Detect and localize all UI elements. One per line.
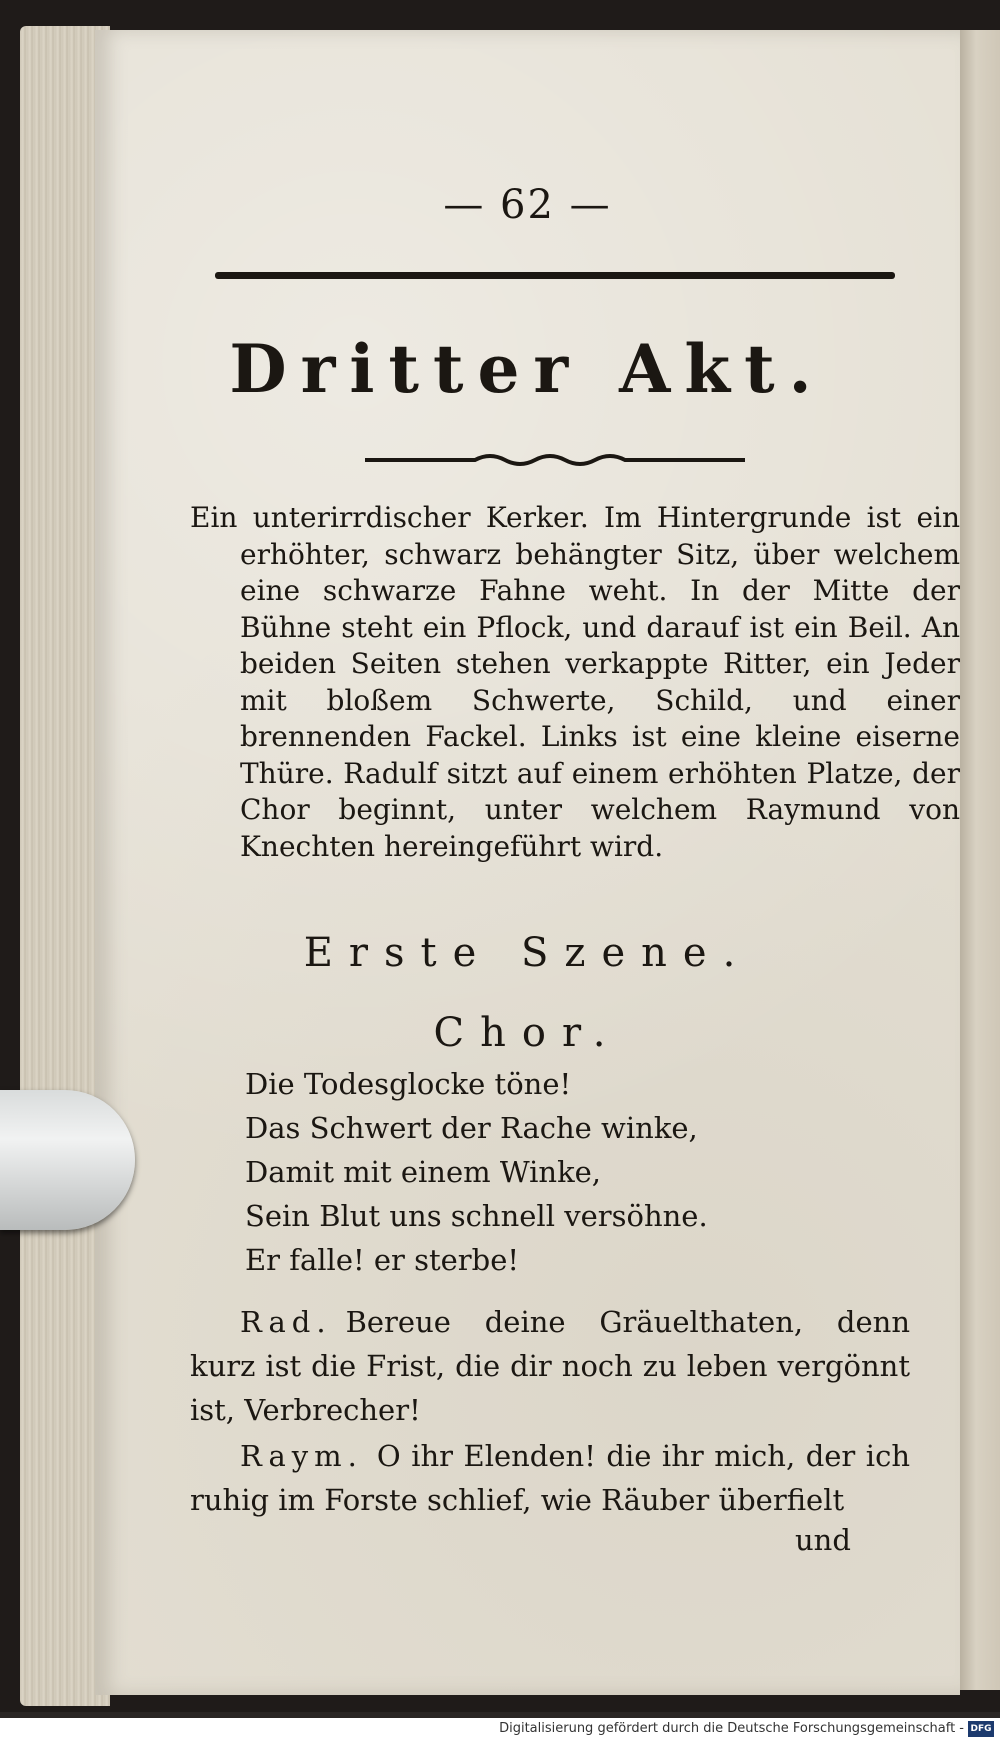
chorus-title: Chor.	[433, 1010, 622, 1056]
scene-title: Erste Szene.	[303, 930, 752, 976]
act-title: Dritter Akt.	[229, 330, 826, 408]
verse-line: Sein Blut uns schnell versöhne.	[245, 1199, 708, 1233]
chorus-verse	[245, 1062, 845, 1282]
book-page	[95, 30, 960, 1695]
speech-raymund	[190, 1434, 910, 1522]
page-clip	[0, 1090, 135, 1230]
verse-line: Das Schwert der Rache winke,	[245, 1111, 698, 1145]
page-number: — 62 —	[443, 182, 612, 228]
footer-credit: Digitalisierung gefördert durch die Deutsche Forschungsgemeinschaft -	[499, 1721, 964, 1736]
verse-line: Er falle! er sterbe!	[245, 1243, 520, 1277]
ornament-divider	[365, 448, 745, 468]
dfg-logo-icon: DFG	[968, 1721, 994, 1737]
speech-radulf	[190, 1300, 910, 1432]
page-content	[95, 30, 960, 1695]
speech-text: O ihr Elenden! die ihr mich, der ich ruhig im Forste schlief, wie Räuber überfielt	[190, 1439, 910, 1517]
catchword: und	[795, 1523, 851, 1557]
speaker-name: Raym.	[240, 1439, 363, 1473]
verse-line: Damit mit einem Winke,	[245, 1155, 602, 1189]
speaker-name: Rad.	[240, 1305, 332, 1339]
facing-page-edge	[960, 30, 1000, 1690]
verse-line: Die Todesglocke töne!	[245, 1067, 572, 1101]
speech-text: Bereue deine Gräuelthaten, denn kurz ist die Frist, die dir noch zu leben vergönnt ist, Verbrecher!	[190, 1305, 910, 1427]
header-rule	[215, 272, 895, 279]
stage-direction: Ein unterirrdischer Kerker. Im Hintergrunde ist ein erhöhter, schwarz behängter Sitz, über welchem eine schwarze Fahne weht. In der Mitte der Bühne steht ein Pflock, und darauf ist ein Beil. An beiden Seiten stehen verkappte Ritter, ein Jeder mit bloßem Schwerte, Schild, und einer brennenden Fackel. Links ist eine kleine eiserne Thüre. Radulf sitzt auf einem erhöhten Platze, der Chor beginnt, unter welchem Raymund von Knechten hereingeführt wird.	[190, 501, 960, 863]
footer-bar	[0, 1718, 1000, 1742]
